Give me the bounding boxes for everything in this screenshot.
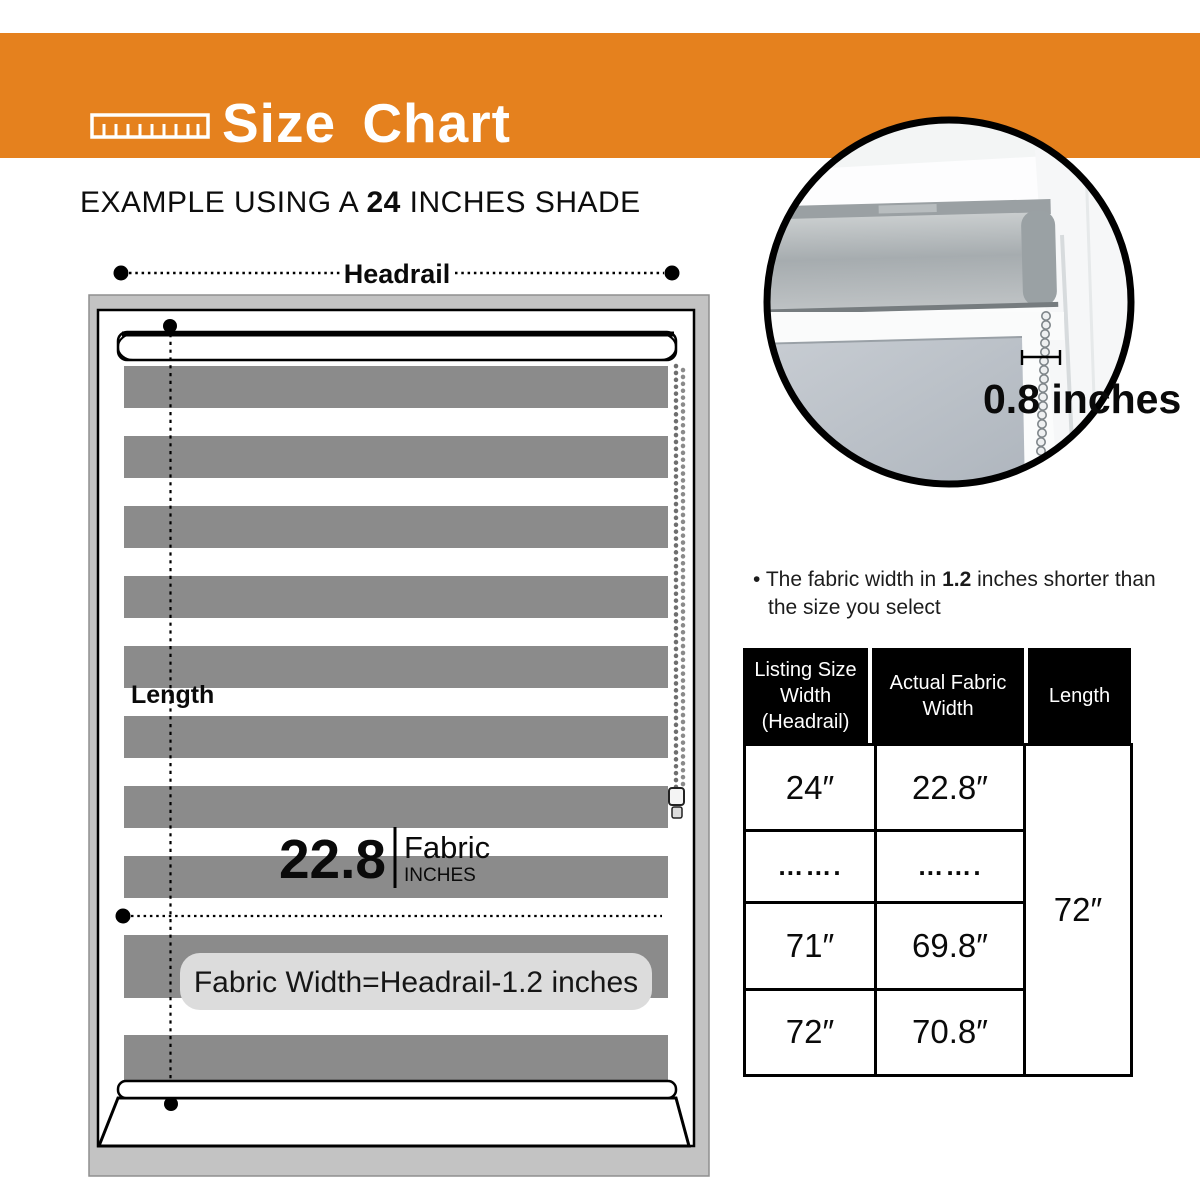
fabric-word: Fabric <box>404 830 491 865</box>
headrail-label: Headrail <box>343 259 451 289</box>
note-line2: the size you select <box>768 596 941 619</box>
formula-text: Fabric Width=Headrail-1.2 inches <box>193 966 639 999</box>
note-line1 <box>753 566 1163 594</box>
headrail-photo-inset <box>750 95 1200 515</box>
example-suffix: INCHES SHADE <box>400 186 641 219</box>
example-heading <box>80 186 641 220</box>
table-header-actual-fabric-width: Actual Fabric Width <box>872 648 1024 743</box>
example-prefix: EXAMPLE USING A <box>80 186 367 219</box>
size-table-body <box>743 743 1026 1077</box>
inches-word: INCHES <box>404 865 476 886</box>
fabric-width-callout <box>279 827 490 890</box>
bullet-icon: • <box>753 568 761 591</box>
note-prefix: The fabric width in <box>765 568 943 591</box>
shade-diagram <box>60 240 720 1190</box>
inset-measurement-label: 0.8 inches <box>983 376 1182 422</box>
formula-pill <box>180 953 652 1010</box>
length-label: Length <box>131 681 215 709</box>
bottom-rail <box>99 1081 689 1146</box>
table-header-length: Length <box>1028 648 1131 743</box>
cell-fabric-69-8: 69.8″ <box>876 903 1025 989</box>
table-row <box>745 745 1025 831</box>
chain-pull <box>669 788 684 805</box>
cell-fabric-dots: ……. <box>876 831 1025 903</box>
example-size-value: 24 <box>366 186 401 219</box>
fabric-width-value: 22.8 <box>278 828 386 890</box>
table-header-listing-size-width: Listing Size Width (Headrail) <box>743 648 868 743</box>
cell-listing-dots: ……. <box>745 831 876 903</box>
cell-listing-71: 71″ <box>745 903 876 989</box>
headrail-bar <box>118 332 676 360</box>
ruler-icon <box>90 113 210 144</box>
cell-listing-24: 24″ <box>745 745 876 831</box>
page-title: Size Chart <box>222 92 511 154</box>
cell-fabric-22-8: 22.8″ <box>876 745 1025 831</box>
note-suffix: inches shorter than <box>971 568 1156 591</box>
table-row <box>745 903 1025 989</box>
table-row <box>745 831 1025 903</box>
cell-fabric-70-8: 70.8″ <box>876 989 1025 1075</box>
note-value: 1.2 <box>942 568 972 591</box>
fabric-width-note <box>753 566 1163 622</box>
cell-listing-72: 72″ <box>745 989 876 1075</box>
table-row <box>745 989 1025 1075</box>
cell-length-72: 72″ <box>1023 743 1133 1077</box>
headrail-dimension <box>114 259 680 289</box>
